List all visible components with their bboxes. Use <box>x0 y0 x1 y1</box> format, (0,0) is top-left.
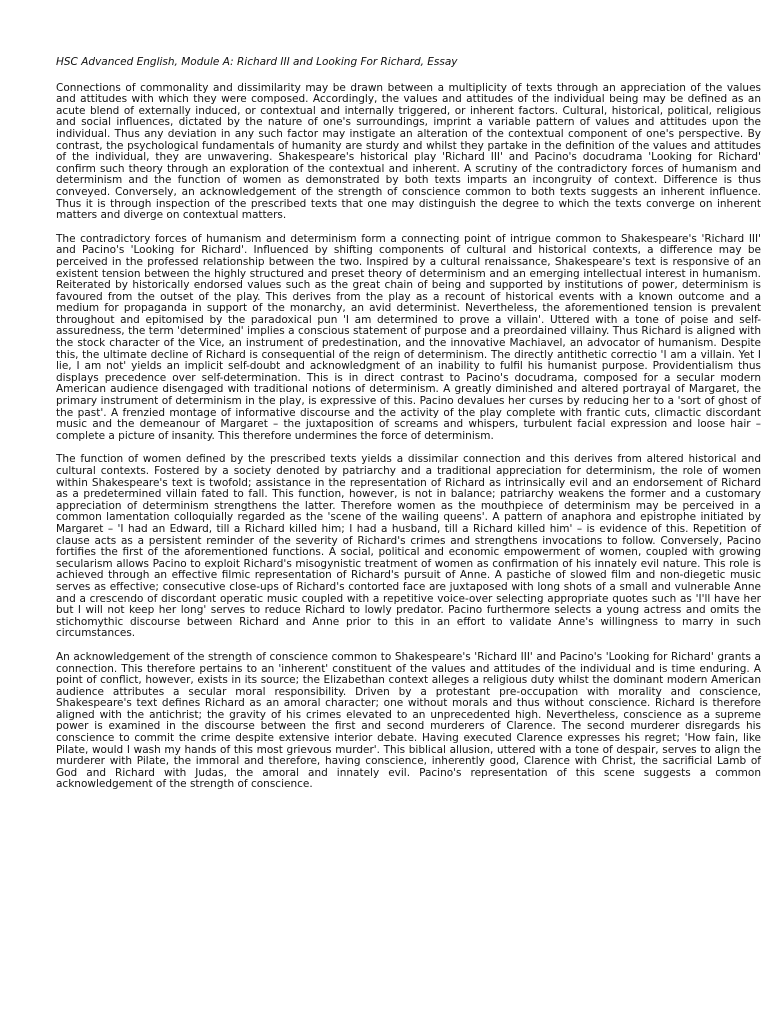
paragraph-introduction: Connections of commonality and dissimilarity may be drawn between a multiplicity of texts through an appreciation of the values and attitudes with which they were composed. Accordingly, the values and attitudes of the individual being may be defined as an acute blend of externally induced, or contextual and internally triggered, or inherent factors. Cultural, historical, political, religious and social influences, dictated by the nature of one's surroundings, imprint a variable pattern of values and attitudes upon the individual. Thus any deviation in any such factor may instigate an alteration of the contextual component of one's perspective. By contrast, the psychological fundamentals of humanity are sturdy and whilst they partake in the definition of the values and attitudes of the individual, they are unwavering. Shakespeare's historical play 'Richard III' and Pacino's docudrama 'Looking for Richard' confirm such theory through an exploration of the contextual and inherent. A scrutiny of the contradictory forces of humanism and determinism and the function of women as demonstrated by both texts imparts an incongruity of context. Difference is thus conveyed. Conversely, an acknowledgement of the strength of conscience common to both texts suggests an inherent influence. Thus it is through inspection of the prescribed texts that one may distinguish the degree to which the texts converge on inherent matters and diverge on contextual matters. <box>56 81 761 222</box>
paragraph-humanism-determinism: The contradictory forces of humanism and determinism form a connecting point of intrigue common to Shakespeare's 'Richard III' and Pacino's 'Looking for Richard'. Influenced by shifting components of cultural and historical contexts, a difference may be perceived in the professed relationship between the two. Inspired by a cultural renaissance, Shakespeare's text is responsive of an existent tension between the highly structured and preset theory of determinism and an emerging intellectual interest in humanism. Reiterated by historically endorsed values such as the great chain of being and supported by institutions of power, determinism is favoured from the outset of the play. This derives from the play as a recount of historical events with a known outcome and a medium for propaganda in support of the monarchy, an avid determinist. Nevertheless, the aforementioned tension is prevalent throughout and epitomised by the paradoxical pun 'I am determined to prove a villain'. Uttered with a tone of poise and self-assuredness, the term 'determined' implies a conscious statement of purpose and a preordained villainy. Thus Richard is aligned with the stock character of the Vice, an instrument of predestination, and the innovative Machiavel, an advocator of humanism. Despite this, the ultimate decline of Richard is consequential of the reign of determinism. The directly antithetic correctio 'I am a villain. Yet I lie, I am not' yields an implicit self-doubt and acknowledgment of an inability to fulfil his humanist purpose. Providentialism thus displays precedence over self-determination. This is in direct contrast to Pacino's docudrama, composed for a secular modern American audience disengaged with traditional notions of determinism. A greatly diminished and altered portrayal of Margaret, the primary instrument of determinism in the play, is expressive of this. Pacino devalues her curses by reducing her to a 'sort of ghost of the past'. A frenzied montage of informative discourse and the activity of the play complete with frantic cuts, climactic discordant music and the demeanour of Margaret – the juxtaposition of screams and whispers, turbulent facial expression and loose hair – complete a picture of insanity. This therefore undermines the force of determinism. <box>56 232 761 442</box>
paragraph-conscience: An acknowledgement of the strength of conscience common to Shakespeare's 'Richard III' and Pacino's 'Looking for Richard' grants a connection. This therefore pertains to an 'inherent' constituent of the values and attitudes of the individual and is time enduring. A point of conflict, however, exists in its source; the Elizabethan context alleges a religious duty whilst the dominant modern American audience attributes a secular moral responsibility. Driven by a protestant pre-occupation with morality and conscience, Shakespeare's text defines Richard as an amoral character; one without morals and thus without conscience. Richard is therefore aligned with the antichrist; the gravity of his crimes elevated to an unprecedented high. Nevertheless, conscience as a supreme power is examined in the discourse between the first and second murderers of Clarence. The second murderer disregards his conscience to commit the crime despite extensive interior debate. Having executed Clarence expresses his regret; 'How fain, like Pilate, would I wash my hands of this most grievous murder'. This biblical allusion, uttered with a tone of despair, serves to align the murderer with Pilate, the immoral and therefore, having conscience, inherently good, Clarence with Christ, the sacrificial Lamb of God and Richard with Judas, the amoral and innately evil. Pacino's representation of this scene suggests a common acknowledgement of the strength of conscience. <box>56 650 761 791</box>
paragraph-function-of-women: The function of women defined by the prescribed texts yields a dissimilar connection and this derives from altered historical and cultural contexts. Fostered by a society denoted by patriarchy and a traditional appreciation for determinism, the role of women within Shakespeare's text is twofold; assistance in the representation of Richard as intrinsically evil and an endorsement of Richard as a predetermined villain fated to fall. This function, however, is not in balance; patriarchy weakens the former and a customary appreciation of determinism strengthens the latter. Therefore women as the mouthpiece of determinism may be perceived in a common lamentation colloquially regarded as the 'scene of the wailing queens'. A pattern of anaphora and epistrophe initiated by Margaret – 'I had an Edward, till a Richard killed him; I had a husband, till a Richard killed him' – is evidence of this. Repetition of clause acts as a persistent reminder of the severity of Richard's crimes and strengthens invocations to follow. Conversely, Pacino fortifies the first of the aforementioned functions. A social, political and economic empowerment of women, coupled with growing secularism allows Pacino to exploit Richard's misogynistic treatment of women as confirmation of his innately evil nature. This role is achieved through an effective filmic representation of Richard's pursuit of Anne. A pastiche of slowed film and non-diegetic music serves as effective; consecutive close-ups of Richard's contorted face are juxtaposed with long shots of a small and vulnerable Anne and a crescendo of discordant operatic music coupled with a repetitive voice-over selecting appropriate quotes such as 'I'll have her but I will not keep her long' serves to reduce Richard to lowly predator. Pacino furthermore selects a young actress and omits the stichomythic discourse between Richard and Anne prior to this in an effort to validate Anne's willingness to marry in such circumstances. <box>56 453 761 640</box>
essay-title: HSC Advanced English, Module A: Richard III and Looking For Richard, Essay <box>56 56 458 68</box>
essay-page <box>56 57 761 803</box>
